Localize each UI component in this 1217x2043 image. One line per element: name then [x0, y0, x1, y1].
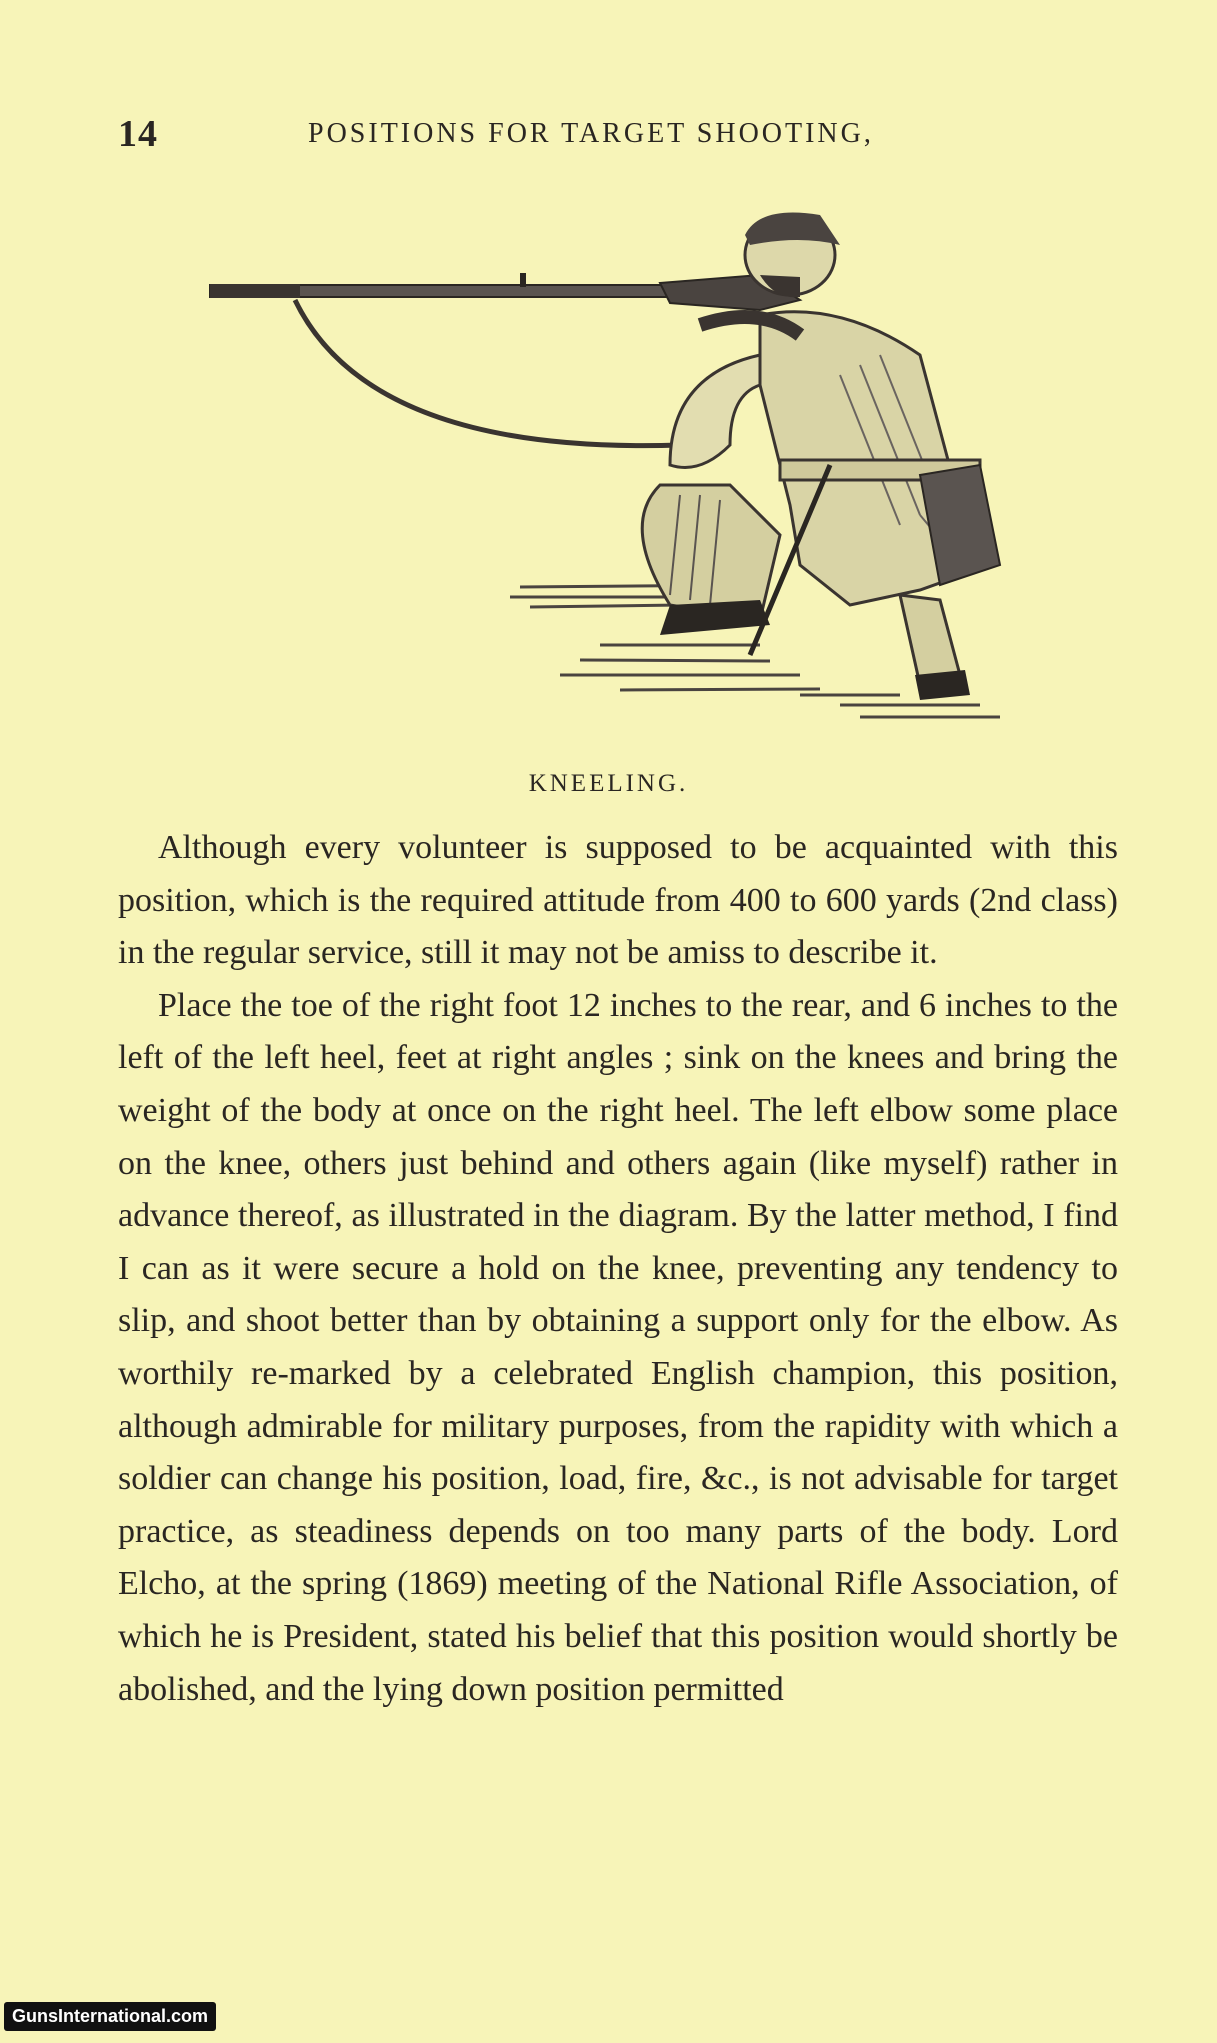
- kneeling-rifleman-illustration: [200, 205, 1020, 765]
- page-number: 14: [118, 113, 158, 155]
- watermark-logo: GunsInternational.com: [4, 2002, 216, 2031]
- running-head: POSITIONS FOR TARGET SHOOTING,: [308, 118, 874, 149]
- paragraph: Place the toe of the right foot 12 inches to the rear, and 6 inches to the left of the left heel, feet at right angles ; sink on the knees and bring the weight of the body at once on the right heel. The left elbow some place on the knee, others just behind and others again (like myself) rather in advance thereof, as illustrated in the diagram. By the latter method, I find I can as it were secure a hold on the knee, preventing any tendency to slip, and shoot better than by obtaining a support only for the elbow. As worthily re-marked by a celebrated English champion, this position, although admirable for military purposes, from the rapidity with which a soldier can change his position, load, fire, &c., is not advisable for target practice, as steadiness depends on too many parts of the body. Lord Elcho, at the spring (1869) meeting of the National Rifle Association, of which he is President, stated his belief that this position would shortly be abolished, and the lying down position permitted: [118, 986, 1118, 1708]
- figure-caption: KNEELING.: [528, 770, 689, 797]
- paragraph: Although every volunteer is supposed to be acquainted with this position, which is the required attitude from 400 to 600 yards (2nd class) in the regular service, still it may not be amiss to describe it.: [118, 829, 1118, 972]
- body-text: [118, 822, 1118, 1716]
